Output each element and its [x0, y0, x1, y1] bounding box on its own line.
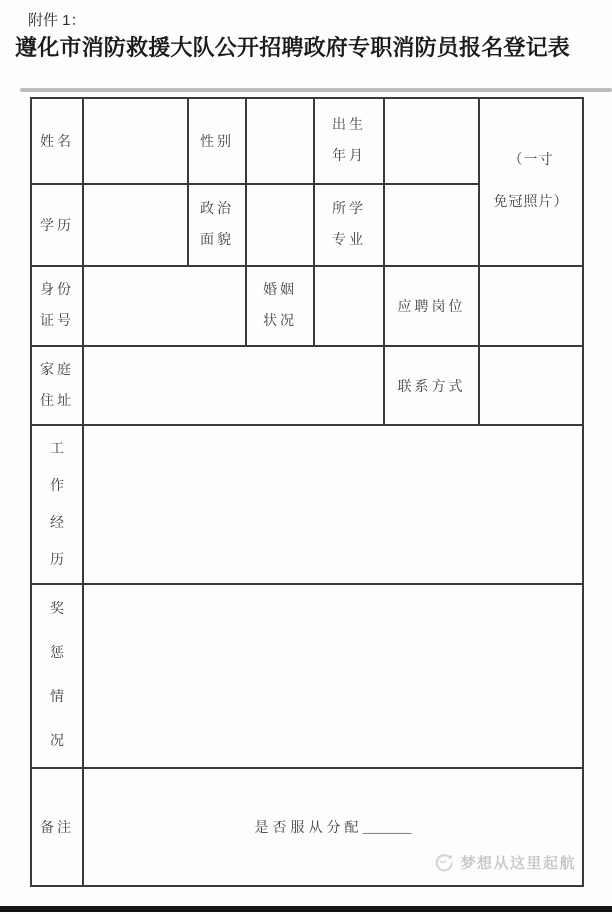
fill-in-blank: _______ — [362, 821, 412, 836]
birth-date-value-cell — [384, 98, 479, 184]
home-address-label — [31, 346, 83, 425]
contact-label: 联系方式 — [384, 346, 479, 425]
label-line: 情 — [50, 690, 64, 705]
label-line: 出生 — [332, 118, 366, 133]
top-divider — [20, 88, 612, 92]
table-row-name — [31, 98, 583, 184]
marital-status-value-cell — [314, 266, 384, 346]
watermark — [432, 851, 576, 873]
rewards-punishments-value-cell — [83, 584, 583, 768]
photo-note-line: 免冠照片） — [493, 195, 569, 210]
label-line: 住址 — [40, 393, 74, 409]
education-value-cell — [83, 184, 188, 266]
id-number-value-cell — [83, 266, 246, 346]
label-line: 专业 — [332, 233, 366, 248]
label-line: 工 — [50, 441, 64, 457]
gender-label: 性别 — [188, 98, 246, 184]
contact-value-cell — [479, 346, 583, 425]
rewards-punishments-label — [31, 584, 83, 768]
label-line: 婚姻 — [263, 283, 297, 298]
label-line: 惩 — [50, 646, 64, 661]
registration-form-table — [30, 97, 584, 887]
attachment-label: 附件 1： — [28, 12, 86, 29]
name-label: 姓名 — [31, 98, 83, 184]
label-line: 年月 — [332, 149, 366, 164]
label-line: 状况 — [263, 314, 297, 329]
obey-assignment-text: 是否服从分配 — [254, 821, 363, 836]
gender-value-cell — [246, 98, 314, 184]
position-applied-value-cell — [479, 266, 583, 346]
table-row-id-number — [31, 266, 583, 346]
photo-placeholder-cell — [479, 98, 583, 266]
table-row-work-experience — [31, 425, 583, 584]
label-line: 所学 — [332, 202, 366, 217]
label-line: 历 — [50, 552, 64, 568]
watermark-text: 梦想从这里起航 — [460, 854, 576, 872]
label-line: 奖 — [50, 602, 64, 617]
marital-status-label — [246, 266, 314, 346]
label-line: 身份 — [40, 283, 74, 298]
label-line: 家庭 — [40, 362, 74, 378]
remarks-label: 备注 — [31, 768, 83, 886]
work-experience-label — [31, 425, 83, 584]
label-line: 面貌 — [200, 233, 234, 248]
position-applied-label: 应聘岗位 — [384, 266, 479, 346]
label-line: 经 — [50, 515, 64, 531]
major-value-cell — [384, 184, 479, 266]
home-address-value-cell — [83, 346, 384, 425]
label-line: 作 — [50, 478, 64, 494]
political-status-value-cell — [246, 184, 314, 266]
major-label — [314, 184, 384, 266]
watermark-logo-icon — [432, 851, 454, 873]
education-label: 学历 — [31, 184, 83, 266]
political-status-label — [188, 184, 246, 266]
table-row-rewards-punishments — [31, 584, 583, 768]
work-experience-value-cell — [83, 425, 583, 584]
label-line: 政治 — [200, 202, 234, 217]
photo-note-line: （一寸 — [508, 153, 554, 168]
bottom-divider — [0, 906, 612, 912]
id-number-label — [31, 266, 83, 346]
label-line: 证号 — [40, 314, 74, 329]
name-value-cell — [83, 98, 188, 184]
table-row-home-address — [31, 346, 583, 425]
label-line: 况 — [50, 734, 64, 749]
birth-date-label — [314, 98, 384, 184]
page-title: 遵化市消防救援大队公开招聘政府专职消防员报名登记表 — [15, 35, 571, 60]
